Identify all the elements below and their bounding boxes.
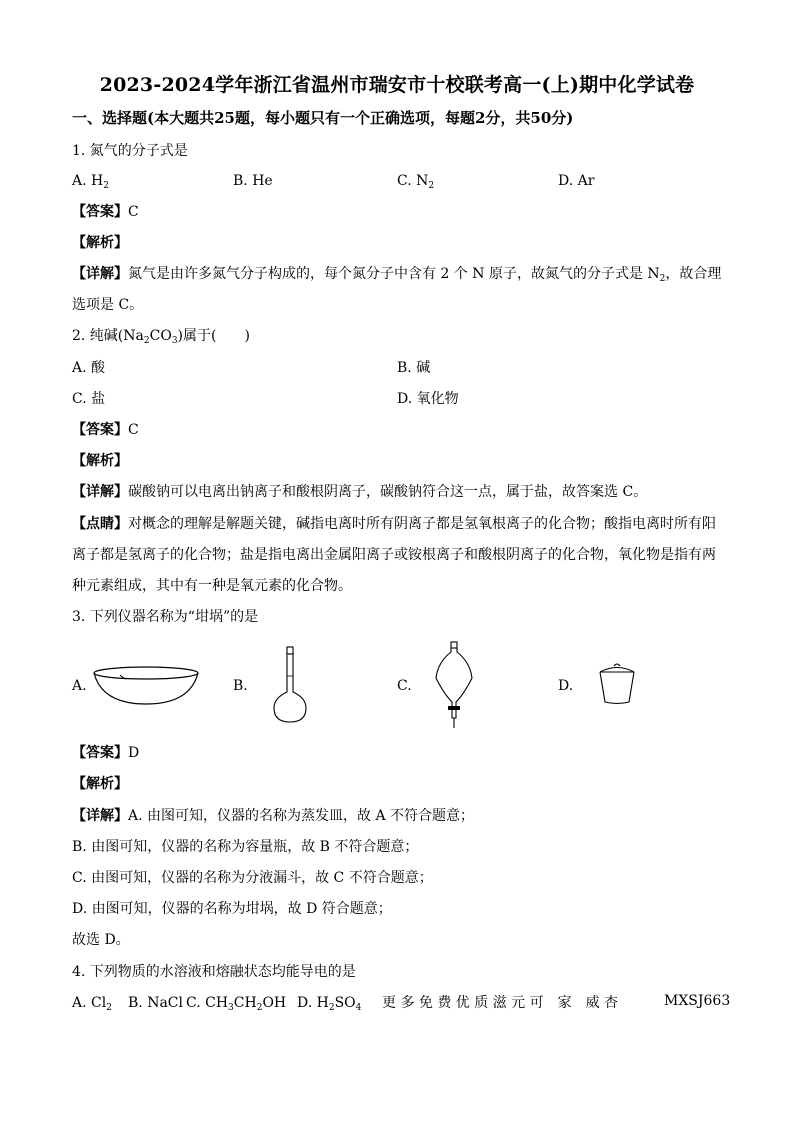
q3-detail-d: D. 由图可知，仪器的名称为坩埚，故 D 符合题意； bbox=[72, 901, 392, 917]
document-code: MXSJ663 bbox=[664, 993, 731, 1009]
q3-detail-a: 【详解】A. 由图可知，仪器的名称为蒸发皿，故 A 不符合题意； bbox=[72, 808, 475, 824]
q2-point-line-1: 【点睛】对概念的理解是解题关键，碱指电离时所有阴离子都是氢氧根离子的化合物；酸指电离时所有阳 bbox=[72, 516, 716, 532]
q3-answer: 【答案】D bbox=[72, 745, 140, 761]
separatory-funnel-figure bbox=[434, 640, 474, 730]
q1-analysis-label: 【解析】 bbox=[72, 235, 128, 251]
q1-option-d: D. Ar bbox=[558, 173, 595, 189]
q2-option-c: C. 盐 bbox=[72, 391, 106, 407]
q1-option-b: B. He bbox=[233, 173, 273, 189]
q2-option-a: A. 酸 bbox=[72, 360, 106, 376]
q4-option-b: B. NaCl bbox=[128, 995, 183, 1011]
q2-detail: 【详解】碳酸钠可以电离出钠离子和酸根阴离子，碳酸钠符合这一点，属于盐，故答案选 C。 bbox=[72, 484, 648, 500]
q2-point-line-2: 离子都是氢离子的化合物；盐是指电离出金属阳离子或铵根离子和酸根阴离子的化合物，氧化物是指有两 bbox=[72, 547, 716, 563]
q4-option-d: D. $H_2SO_4$ bbox=[297, 995, 362, 1013]
q2-point-line-3: 种元素组成，其中有一种是氧元素的化合物。 bbox=[72, 578, 352, 594]
q3-option-a-label: A. bbox=[72, 678, 87, 694]
q1-answer: 【答案】C bbox=[72, 204, 139, 220]
question-2-stem: 2. 纯碱$(Na_2CO_3)$属于( ) bbox=[72, 328, 250, 346]
q3-option-c-label: C. bbox=[397, 678, 412, 694]
q2-analysis-label: 【解析】 bbox=[72, 453, 128, 469]
q1-option-a: A. $H_2$ bbox=[72, 173, 109, 191]
volumetric-flask-figure bbox=[270, 646, 310, 724]
section-heading: 一、选择题(本大题共25题，每小题只有一个正确选项，每题2分，共50分) bbox=[72, 109, 574, 127]
q4-option-a: A. $Cl_2$ bbox=[72, 995, 112, 1013]
q3-option-b-label: B. bbox=[233, 678, 248, 694]
question-1-stem: 1. 氮气的分子式是 bbox=[72, 143, 188, 159]
question-3-stem: 3. 下列仪器名称为“坩埚”的是 bbox=[72, 609, 259, 625]
q3-analysis-label: 【解析】 bbox=[72, 776, 128, 792]
q3-detail-b: B. 由图可知，仪器的名称为容量瓶，故 B 不符合题意； bbox=[72, 839, 419, 855]
q1-option-c: C. $N_2$ bbox=[397, 173, 435, 191]
question-4-stem: 4. 下列物质的水溶液和熔融状态均能导电的是 bbox=[72, 964, 356, 980]
evaporating-dish-figure bbox=[92, 664, 202, 706]
q2-answer: 【答案】C bbox=[72, 422, 139, 438]
q3-option-d-label: D. bbox=[558, 678, 574, 694]
watermark-text: 更 多 免 费 优 质 滋 元 可 家 威 杏 bbox=[382, 995, 619, 1011]
q3-detail-c: C. 由图可知，仪器的名称为分液漏斗，故 C 不符合题意； bbox=[72, 870, 433, 886]
q3-conclusion: 故选 D。 bbox=[72, 932, 130, 948]
q1-detail-line-1: 【详解】氮气是由许多氮气分子构成的，每个氮分子中含有 2 个 N 原子，故氮气的分子式是 $N_2$，故合理 bbox=[72, 266, 722, 284]
page-title: 2023-2024学年浙江省温州市瑞安市十校联考高一(上)期中化学试卷 bbox=[99, 74, 695, 96]
q4-option-c: C. $CH_3CH_2OH$ bbox=[186, 995, 287, 1013]
q2-option-d: D. 氧化物 bbox=[397, 391, 459, 407]
q1-detail-line-2: 选项是 C。 bbox=[72, 297, 144, 313]
q2-option-b: B. 碱 bbox=[397, 360, 431, 376]
crucible-figure bbox=[594, 660, 640, 706]
